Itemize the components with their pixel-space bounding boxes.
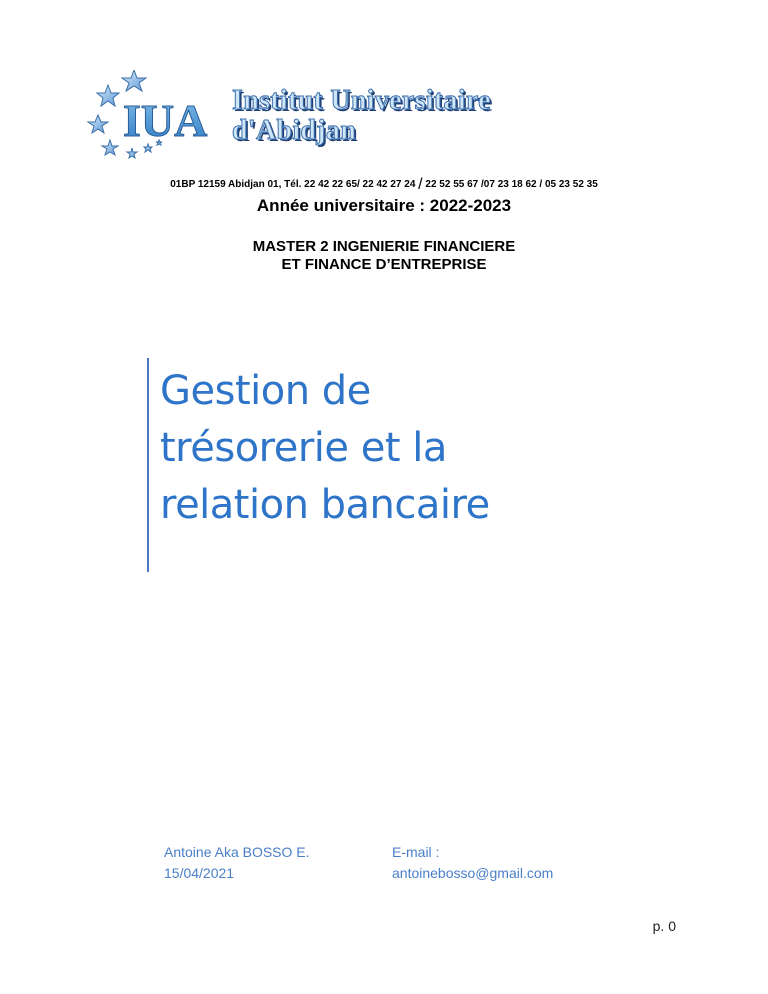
title-line1: Gestion de [160,368,371,414]
contact-slash: / [418,176,423,193]
institution-name-line2: d'Abidjan [232,115,357,146]
document-title [160,363,640,534]
title-rule [147,358,149,572]
program-line1: MASTER 2 INGENIERIE FINANCIERE [252,238,516,255]
institution-name [232,86,491,146]
program-title [0,238,768,274]
email-block [392,842,553,884]
title-line3: relation bancaire [160,482,490,528]
title-line2: trésorerie et la [160,425,447,471]
contact-part2: 22 52 55 67 /07 23 18 62 / 05 23 52 35 [422,179,598,190]
author-name: Antoine Aka BOSSO E. [164,844,310,860]
institution-logo [86,70,536,165]
document-date: 15/04/2021 [164,865,235,881]
contact-part1: 01BP 12159 Abidjan 01, Tél. 22 42 22 65/ 22 42 27 24 [170,179,419,190]
contact-line [0,176,768,194]
email-label: E-mail : [392,844,440,860]
logo-text: IUA [123,95,208,146]
program-line2: ET FINANCE D’ENTREPRISE [281,256,487,273]
academic-year: Année universitaire : 2022-2023 [256,196,512,215]
logo-stars-icon [86,70,236,165]
author-block [164,842,310,884]
page-number: p. 0 [652,918,676,934]
institution-name-line1: Institut Universitaire [232,85,491,116]
email-address: antoinebosso@gmail.com [392,865,554,881]
